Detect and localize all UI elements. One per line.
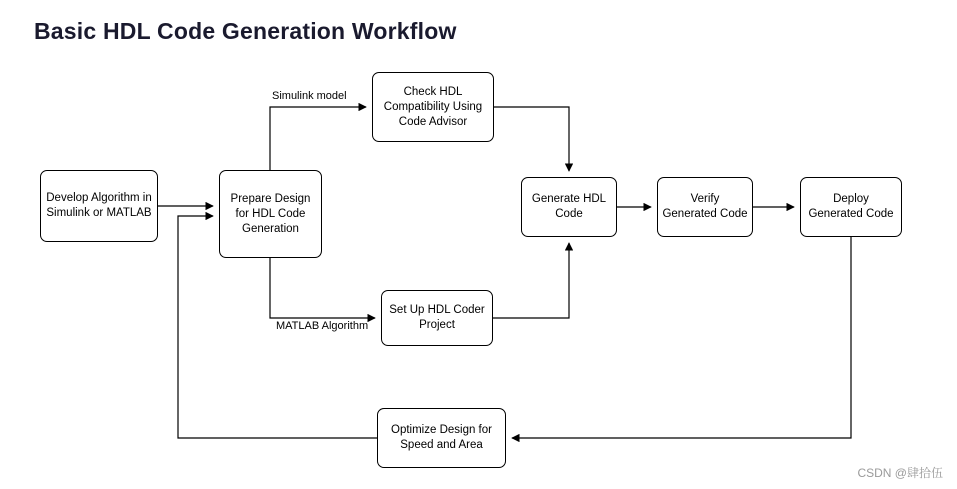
node-label: Set Up HDL Coder Project bbox=[389, 304, 485, 331]
node-label: Verify Generated Code bbox=[662, 193, 748, 220]
watermark: CSDN @肆拾伍 bbox=[857, 466, 943, 480]
node-deploy-code[interactable] bbox=[800, 177, 902, 237]
node-label: Develop Algorithm in Simulink or MATLAB bbox=[46, 192, 152, 219]
node-label: Deploy Generated Code bbox=[808, 193, 894, 220]
node-label: Check HDL Compatibility Using Code Advisor bbox=[383, 85, 483, 128]
node-setup-project[interactable] bbox=[381, 290, 493, 346]
node-optimize-design[interactable] bbox=[377, 408, 506, 468]
node-develop[interactable] bbox=[40, 170, 158, 242]
node-label: Generate HDL Code bbox=[531, 193, 607, 220]
page-title: Basic HDL Code Generation Workflow bbox=[34, 18, 457, 44]
node-label: Prepare Design for HDL Code Generation bbox=[230, 192, 311, 235]
node-generate-code[interactable] bbox=[521, 177, 617, 237]
edge-label-matlab-algorithm: MATLAB Algorithm bbox=[276, 320, 369, 332]
node-check-compatibility[interactable] bbox=[372, 72, 494, 142]
edge-label-simulink-model: Simulink model bbox=[272, 90, 347, 102]
node-label: Optimize Design for Speed and Area bbox=[391, 424, 492, 451]
node-prepare[interactable] bbox=[219, 170, 322, 258]
node-verify-code[interactable] bbox=[657, 177, 753, 237]
